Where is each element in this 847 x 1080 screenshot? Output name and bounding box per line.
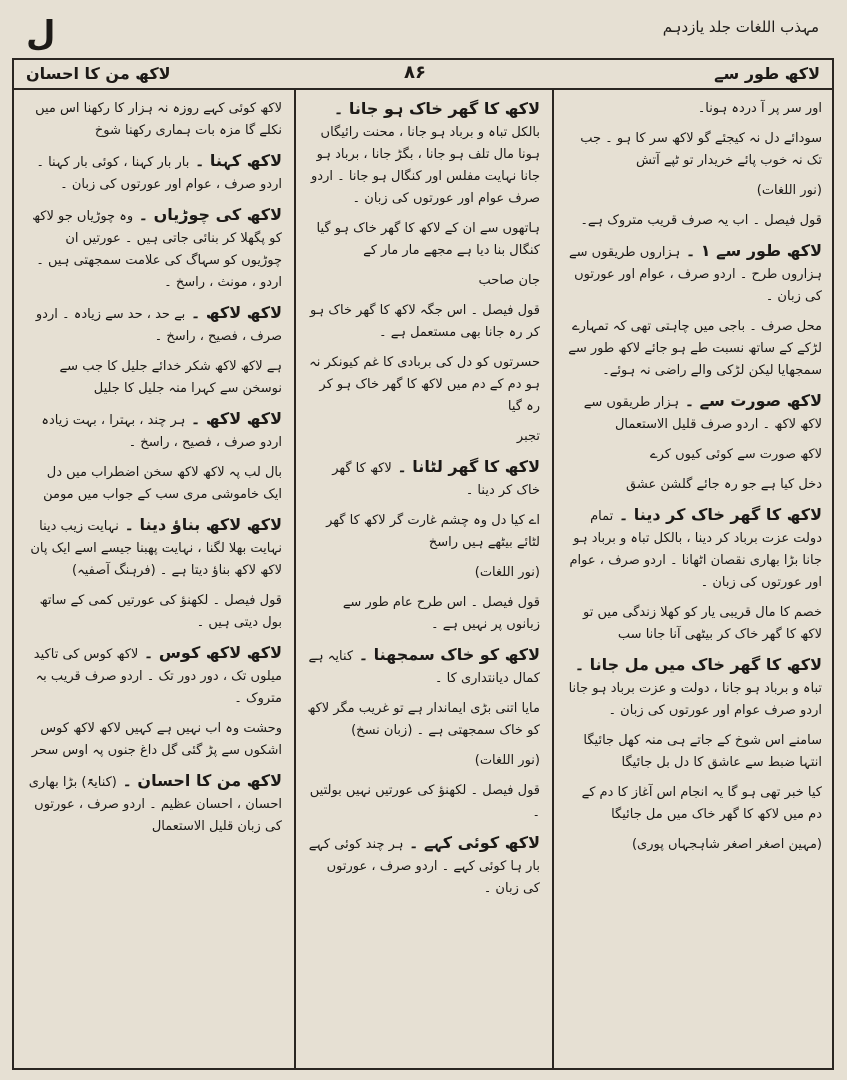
dictionary-entry <box>24 150 282 196</box>
dictionary-entry <box>564 210 822 232</box>
column-middle <box>294 90 554 1070</box>
dictionary-entry <box>306 698 540 742</box>
dictionary-entry <box>24 770 282 838</box>
entry-text: لاکھ کا گھر خاک کر دینا ۔ <box>332 461 540 498</box>
entry-text: وحشت وہ اب نہیں ہے کہیں لاکھ لاکھ کوس اشکوں سے پڑ گئی گل داغ جنوں پہ اوس سحر <box>31 721 282 758</box>
entry-text: مایا اتنی بڑی ایماندار ہے تو غریب مگر لاکھ کو خاک سمجھتی ہے ۔ (زبان نسخ) <box>307 701 540 738</box>
dictionary-entry <box>564 128 822 172</box>
header-last-entry: لاکھ من کا احسان <box>26 64 171 83</box>
dictionary-entry <box>564 390 822 436</box>
entry-text: ہے لاکھ لاکھ شکر خدائے جلیل کا جب سے نوسخن سے کہرا منہ جلیل کا جلیل <box>59 359 282 396</box>
entry-text: (مہین اصغر اصغر شاہجہاں پوری) <box>631 837 822 852</box>
book-title: مہذب اللغات جلد یازدہم <box>662 18 819 36</box>
entry-headword: لاکھ کی چوڑیاں ۔ <box>133 205 282 224</box>
dictionary-entry <box>564 180 822 202</box>
entry-text: اور سر پر آ دردہ ہونا۔ <box>697 101 822 116</box>
entry-text: لاکھ کوس کی تاکید میلوں تک ، دور دور تک ۔ اردو صرف قریب بہ متروک ۔ <box>33 647 282 706</box>
dictionary-entry <box>564 782 822 826</box>
entry-text: جان صاحب <box>478 273 540 288</box>
dictionary-entry <box>306 456 540 502</box>
running-header <box>14 60 832 90</box>
entry-text: ہر چند ، بہترا ، بہت زیادہ اردو صرف ، فصیح ، راسخ ۔ <box>41 413 282 450</box>
dictionary-entry <box>24 590 282 634</box>
dictionary-entry <box>306 352 540 418</box>
entry-text: قول فیصل ۔ اس طرح عام طور سے زبانوں پر نہیں ہے ۔ <box>342 595 540 632</box>
dictionary-entry <box>24 462 282 506</box>
dictionary-entry <box>306 426 540 448</box>
dictionary-entry <box>564 240 822 308</box>
entry-text: حسرتوں کو دل کی بربادی کا غم کیونکر نہ ہو دم کے دم میں لاکھ کا گھر خاک ہو کر رہ گیا <box>309 355 540 414</box>
dictionary-entry <box>306 832 540 900</box>
entry-text: تمام دولت عزت برباد کر دینا ، بالکل تباہ و برباد ہو جانا بڑا بھاری نقصان اٹھانا ۔ اردو صرف ، عوام اور عورتوں کی زبان ۔ <box>569 509 822 590</box>
column-right <box>554 90 834 1070</box>
entry-text: (کنایۃً) بڑا بھاری احسان ، احسان عظیم ۔ اردو صرف ، عورتوں کی زبان قلیل الاستعمال <box>28 775 282 834</box>
entry-text: کنایہ ہے کمال دیانتداری کا ۔ <box>308 649 540 686</box>
entry-text: لاکھ کوئی کہے روزہ نہ ہزار کا رکھنا اس میں نکلے گا مزہ بات ہماری رکھنا شوخ <box>35 101 282 138</box>
dictionary-entry <box>564 602 822 646</box>
entry-text: بے حد ، حد سے زیادہ ۔ اردو صرف ، فصیح ، راسخ ۔ <box>35 307 282 344</box>
entry-text: سودائے دل نہ کیجئے گو لاکھ سر کا ہو ۔ جب تک نہ خوب پائے خریدار تو ٹپے آتش <box>580 131 822 168</box>
entry-text: (نور اللغات) <box>474 565 540 580</box>
entry-text: (نور اللغات) <box>474 753 540 768</box>
dictionary-entry <box>564 730 822 774</box>
entry-headword: لاکھ لاکھ ۔ <box>185 409 282 428</box>
entry-headword: لاکھ لاکھ کوس ۔ <box>138 643 282 662</box>
entry-text: تباہ و برباد ہو جانا ، دولت و عزت برباد ہو جانا اردو صرف عوام اور عورتوں کی زبان ۔ <box>568 681 822 718</box>
entry-text: ہزار طریقوں سے لاکھ لاکھ ۔ اردو صرف قلیل الاستعمال <box>583 395 822 432</box>
dictionary-entry <box>306 98 540 210</box>
entry-text: قول فیصل ۔ لکھنؤ کی عورتیں کمی کے ساتھ بول دیتی ہیں ۔ <box>39 593 282 630</box>
entry-text: دخل کیا ہے جو رہ جائے گلشن عشق <box>626 477 822 492</box>
entry-text: اے کیا دل وہ چشم غارت گر لاکھ کا گھر لٹائے بیٹھے ہیں راسخ <box>326 513 540 550</box>
entry-text: ہزاروں طریقوں سے ہزاروں طرح ۔ اردو صرف ، عوام اور عورتوں کی زبان ۔ <box>569 245 822 304</box>
dictionary-entry <box>24 356 282 400</box>
dictionary-entry <box>306 644 540 690</box>
entry-text: خصم کا مال قریبی یار کو کھلا زندگی میں تو لاکھ کا گھر خاک کر بیٹھی آنا جانا سب <box>583 605 822 642</box>
dictionary-entry <box>564 444 822 466</box>
entry-headword: لاکھ کوئی کہے ۔ <box>403 833 540 852</box>
entry-headword: لاکھ طور سے ۱ ۔ <box>680 241 822 260</box>
entry-headword: لاکھ صورت سے ۔ <box>679 391 822 410</box>
dictionary-entry <box>306 780 540 824</box>
entry-headword: لاکھ کہنا ۔ <box>189 151 282 170</box>
entry-text: قول فیصل ۔ اب یہ صرف قریب متروک ہے۔ <box>580 213 822 228</box>
corner-letter: ل <box>26 14 56 54</box>
dictionary-entry <box>564 654 822 722</box>
entry-headword: لاکھ لاکھ بناؤ دینا ۔ <box>118 515 282 534</box>
dictionary-entry <box>24 204 282 294</box>
page-number: ۸۶ <box>404 62 426 83</box>
entry-text: بالکل تباہ و برباد ہو جانا ، محنت رائیگاں ہونا مال تلف ہو جانا ، بگڑ جانا ، برباد ہو جانا نہایت مفلس اور کنگال ہو جانا ۔ اردو صرف عوام اور عورتوں کی زبان ۔ <box>311 125 540 206</box>
dictionary-entry <box>306 592 540 636</box>
entry-text: بال لب پہ لاکھ لاکھ سخن اضطراب میں دل ایک خاموشی مری سب کے جواب میں مومن <box>43 465 282 502</box>
entry-headword: لاکھ من کا احسان ۔ <box>116 771 282 790</box>
dictionary-entry <box>564 504 822 594</box>
column-left <box>14 90 294 1070</box>
dictionary-entry <box>24 514 282 582</box>
entry-text: وہ چوڑیاں جو لاکھ کو پگھلا کر بنائی جاتی ہیں ۔ عورتیں ان چوڑیوں کو سہاگ کی علامت سمجھتی ہیں ۔ اردو ، مونث ، راسخ ۔ <box>32 209 282 290</box>
entry-text: قول فیصل ۔ اس جگہ لاکھ کا گھر خاک ہو کر رہ جانا بھی مستعمل ہے ۔ <box>309 303 540 340</box>
dictionary-entry <box>306 562 540 584</box>
dictionary-entry <box>24 642 282 710</box>
dictionary-entry <box>564 98 822 120</box>
entry-headword: لاکھ کو خاک سمجھنا ۔ <box>353 645 540 664</box>
entry-headword: لاکھ کا گھر لٹانا ۔ <box>391 457 540 476</box>
dictionary-entry <box>564 834 822 856</box>
page-frame <box>12 58 834 1070</box>
entry-text: نہایت زیب دینا نہایت بھلا لگنا ، نہایت پھبنا جیسے اسے ایک پان لاکھ لاکھ بناؤ دیتا ہے ۔ (فرہنگ آصفیہ) <box>30 519 282 578</box>
dictionary-entry <box>306 270 540 292</box>
dictionary-entry <box>24 302 282 348</box>
entry-headword: لاکھ لاکھ ۔ <box>185 303 282 322</box>
dictionary-entry <box>564 316 822 382</box>
entry-text: قول فیصل ۔ لکھنؤ کی عورتیں نہیں بولتیں ۔ <box>309 783 540 820</box>
entry-text: (نور اللغات) <box>756 183 822 198</box>
entry-text: محل صرف ۔ باجی میں چاہتی تھی کہ تمہارے لڑکے کے ساتھ نسبت طے ہو جائے لاکھ طور سے سمجھایا لیکن لڑکی والے راضی نہ ہوئے۔ <box>568 319 822 378</box>
dictionary-entry <box>306 750 540 772</box>
entry-text: تجبر <box>516 429 540 444</box>
entry-text: ہر چند کوئی کہے بار ہا کوئی کہے ۔ اردو صرف ، عورتوں کی زبان ۔ <box>308 837 540 896</box>
dictionary-entry <box>306 510 540 554</box>
page-top-margin <box>0 0 847 62</box>
entry-headword: لاکھ کا گھر خاک میں مل جانا ۔ <box>574 655 822 674</box>
entry-text: کیا خبر تھی ہو گا یہ انجام اس آغاز کا دم کے دم میں لاکھ کا گھر خاک میں مل جائیگا <box>581 785 822 822</box>
entry-text: ہاتھوں سے ان کے لاکھ کا گھر خاک ہو گیا کنگال بنا دیا ہے مجھے مار مار کے <box>316 221 540 258</box>
entry-headword: لاکھ کا گھر خاک کر دینا ۔ <box>613 505 822 524</box>
entry-text: سامنے اس شوخ کے جاتے ہی منہ کھل جائیگا انتہا ضبط سے عاشق کا دل بل جائیگا <box>583 733 822 770</box>
dictionary-entry <box>306 218 540 262</box>
entry-text: بار بار کہنا ، کوئی بار کہنا ۔ اردو صرف ، عوام اور عورتوں کی زبان ۔ <box>36 155 282 192</box>
entry-text: لاکھ صورت سے کوئی کیوں کرے <box>650 447 822 462</box>
dictionary-entry <box>24 98 282 142</box>
header-first-entry: لاکھ طور سے <box>714 64 820 83</box>
dictionary-entry <box>24 718 282 762</box>
entry-headword: لاکھ کا گھر خاک ہو جانا ۔ <box>333 99 540 118</box>
dictionary-entry <box>24 408 282 454</box>
dictionary-entry <box>564 474 822 496</box>
dictionary-entry <box>306 300 540 344</box>
